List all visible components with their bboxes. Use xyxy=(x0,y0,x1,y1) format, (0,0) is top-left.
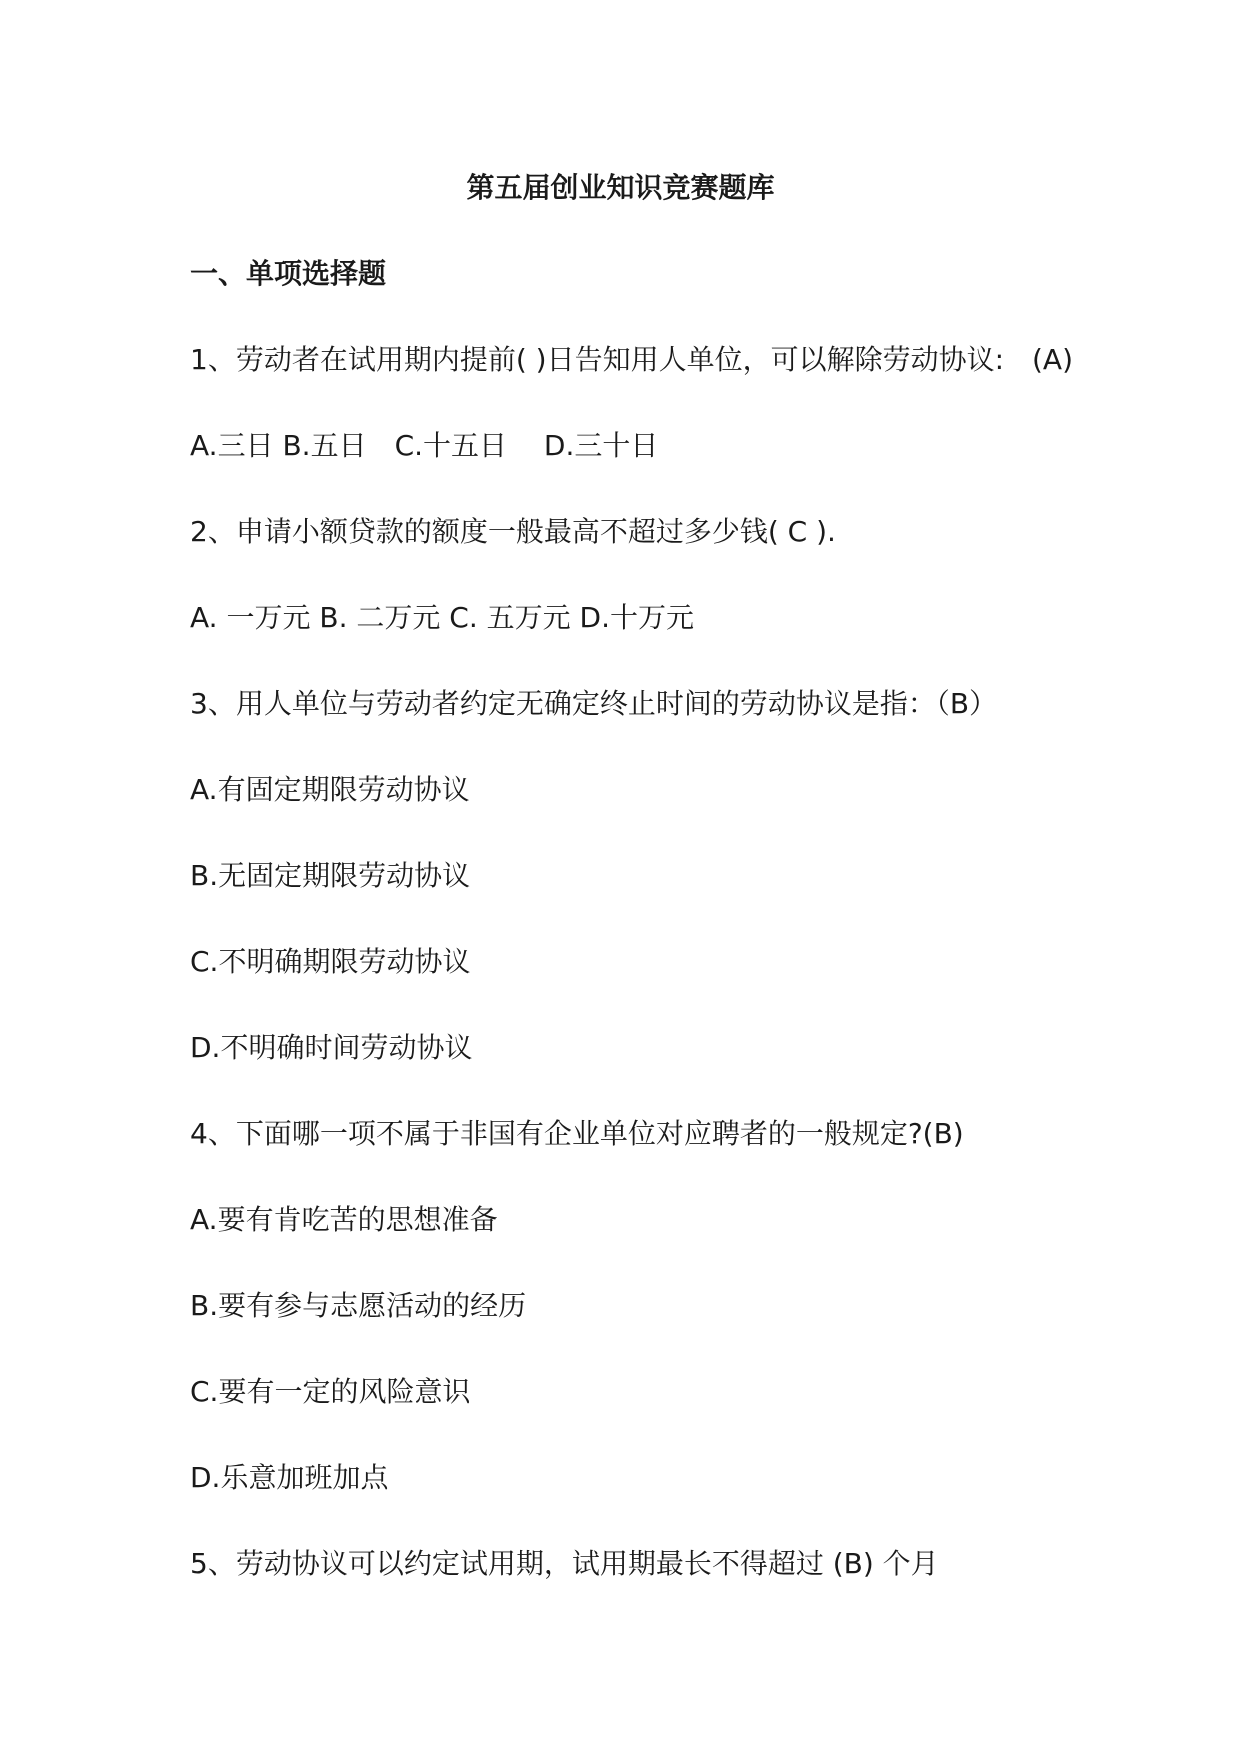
question-3-option-c: C.不明确期限劳动协议 xyxy=(190,945,471,978)
question-3-option-a: A.有固定期限劳动协议 xyxy=(190,773,470,806)
question-3-option-d: D.不明确时间劳动协议 xyxy=(190,1031,473,1064)
question-3: 3、用人单位与劳动者约定无确定终止时间的劳动协议是指：（B） xyxy=(190,687,998,720)
question-4-option-d: D.乐意加班加点 xyxy=(190,1461,389,1494)
section-heading: 一、单项选择题 xyxy=(190,257,387,290)
question-4-option-c: C.要有一定的风险意识 xyxy=(190,1375,471,1408)
question-3-option-b: B.无固定期限劳动协议 xyxy=(190,859,471,892)
document-title: 第五届创业知识竞赛题库 xyxy=(466,171,775,204)
question-4: 4、下面哪一项不属于非国有企业单位对应聘者的一般规定?(B) xyxy=(190,1117,964,1150)
question-4-option-a: A.要有肯吃苦的思想准备 xyxy=(190,1203,498,1236)
question-5: 5、劳动协议可以约定试用期，试用期最长不得超过 (B) 个月 xyxy=(190,1547,939,1580)
question-2: 2、申请小额贷款的额度一般最高不超过多少钱( C ). xyxy=(190,515,836,548)
question-2-options: A. 一万元 B. 二万元 C. 五万元 D.十万元 xyxy=(190,601,694,634)
question-1-options: A.三日 B.五日 C.十五日 D.三十日 xyxy=(190,429,659,462)
question-4-option-b: B.要有参与志愿活动的经历 xyxy=(190,1289,527,1322)
question-1: 1、劳动者在试用期内提前( )日告知用人单位，可以解除劳动协议: (A) xyxy=(190,343,1074,376)
